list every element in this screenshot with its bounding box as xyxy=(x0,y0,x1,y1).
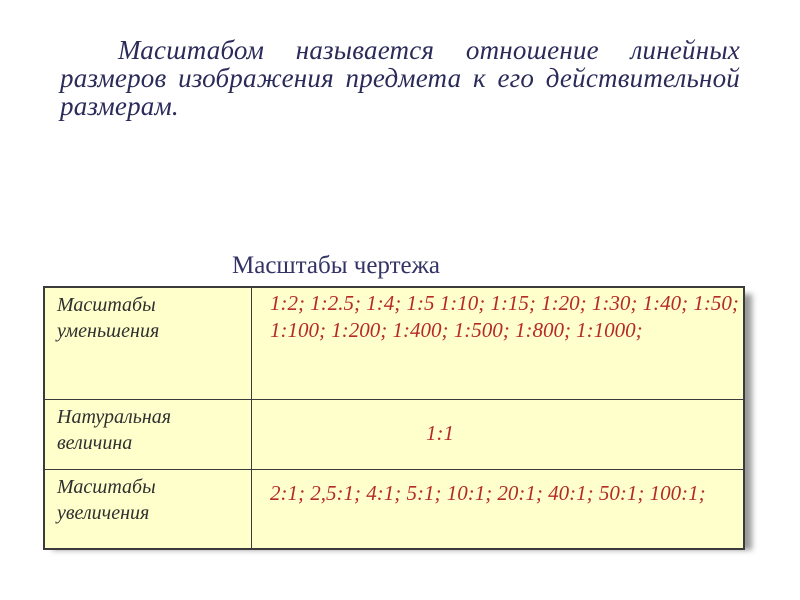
reduction-label: Масштабы уменьшения xyxy=(44,287,252,399)
reduction-values: 1:2; 1:2.5; 1:4; 1:5 1:10; 1:15; 1:20; 1:30; 1:40; 1:50; 1:100; 1:200; 1:400; 1:500; 1:800; 1:1000; xyxy=(252,287,745,399)
table-row-reduction xyxy=(44,287,744,399)
scales-table xyxy=(43,286,745,550)
enlargement-label: Масштабы увеличения xyxy=(44,469,252,549)
table-row-enlargement xyxy=(44,469,744,549)
enlargement-values: 2:1; 2,5:1; 4:1; 5:1; 10:1; 20:1; 40:1; 50:1; 100:1; xyxy=(270,480,706,505)
natural-label: Натуральная величина xyxy=(44,399,252,469)
table-row-natural xyxy=(44,399,744,469)
enlargement-values-cell xyxy=(252,469,745,549)
table-title: Масштабы чертежа xyxy=(232,252,440,279)
definition-text: Масштабом называется отношение линейных размеров изображения предмета к его действительной размерам. xyxy=(60,35,740,121)
natural-value-cell xyxy=(252,399,745,469)
natural-value: 1:1 xyxy=(426,420,454,445)
